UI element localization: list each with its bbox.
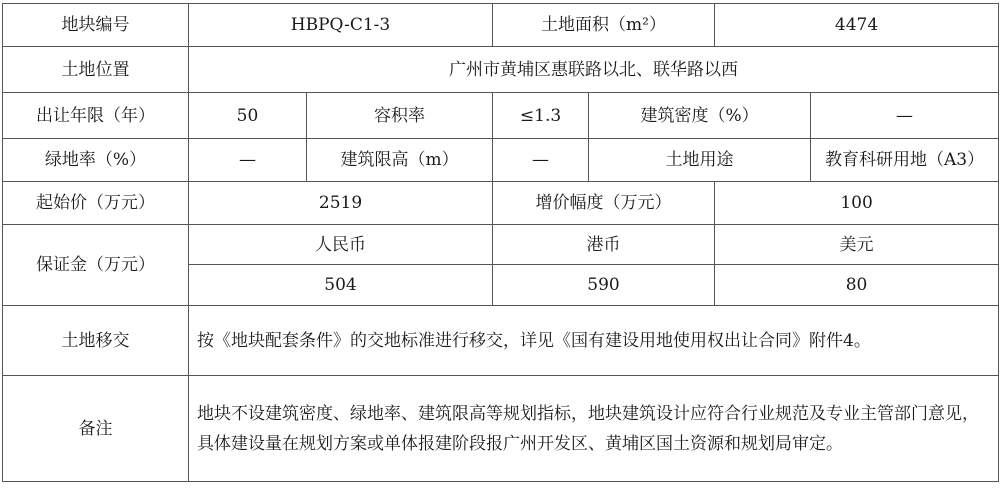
increment-value: 100: [715, 182, 999, 225]
land-use-label: 土地用途: [589, 139, 811, 182]
height-limit-label: 建筑限高（m）: [307, 139, 493, 182]
height-limit-value: —: [493, 139, 589, 182]
handover-label: 土地移交: [3, 306, 189, 376]
start-price-value: 2519: [189, 182, 493, 225]
table-row: [3, 139, 999, 182]
deposit-amount-rmb: 504: [189, 265, 493, 306]
deposit-amount-usd: 80: [715, 265, 999, 306]
land-use-value: 教育科研用地（A3）: [811, 139, 999, 182]
location-label: 土地位置: [3, 47, 189, 93]
increment-label: 增价幅度（万元）: [493, 182, 715, 225]
table-row: [3, 376, 999, 482]
density-label: 建筑密度（%）: [589, 93, 811, 139]
deposit-currency-usd: 美元: [715, 225, 999, 265]
handover-text: 按《地块配套条件》的交地标准进行移交，详见《国有建设用地使用权出让合同》附件4。: [189, 306, 999, 376]
table-row: [3, 182, 999, 225]
deposit-currency-rmb: 人民币: [189, 225, 493, 265]
term-label: 出让年限（年）: [3, 93, 189, 139]
remarks-text: 地块不设建筑密度、绿地率、建筑限高等规划指标，地块建筑设计应符合行业规范及专业主管部门意见，具体建设量在规划方案或单体报建阶段报广州开发区、黄埔区国土资源和规划局审定。: [189, 376, 999, 482]
term-value: 50: [189, 93, 307, 139]
far-value: ≤1.3: [493, 93, 589, 139]
plot-number-label: 地块编号: [3, 4, 189, 47]
table-row: [3, 93, 999, 139]
location-value: 广州市黄埔区惠联路以北、联华路以西: [189, 47, 999, 93]
table-row: [3, 4, 999, 47]
land-parcel-table: [2, 3, 999, 482]
density-value: —: [811, 93, 999, 139]
green-ratio-value: —: [189, 139, 307, 182]
deposit-currency-hkd: 港币: [493, 225, 715, 265]
table-row: [3, 225, 999, 265]
land-area-value: 4474: [715, 4, 999, 47]
table-row: [3, 306, 999, 376]
remarks-label: 备注: [3, 376, 189, 482]
far-label: 容积率: [307, 93, 493, 139]
plot-number-value: HBPQ-C1-3: [189, 4, 493, 47]
start-price-label: 起始价（万元）: [3, 182, 189, 225]
land-area-label: 土地面积（m²）: [493, 4, 715, 47]
deposit-amount-hkd: 590: [493, 265, 715, 306]
table-row: [3, 47, 999, 93]
green-ratio-label: 绿地率（%）: [3, 139, 189, 182]
deposit-label: 保证金（万元）: [3, 225, 189, 306]
